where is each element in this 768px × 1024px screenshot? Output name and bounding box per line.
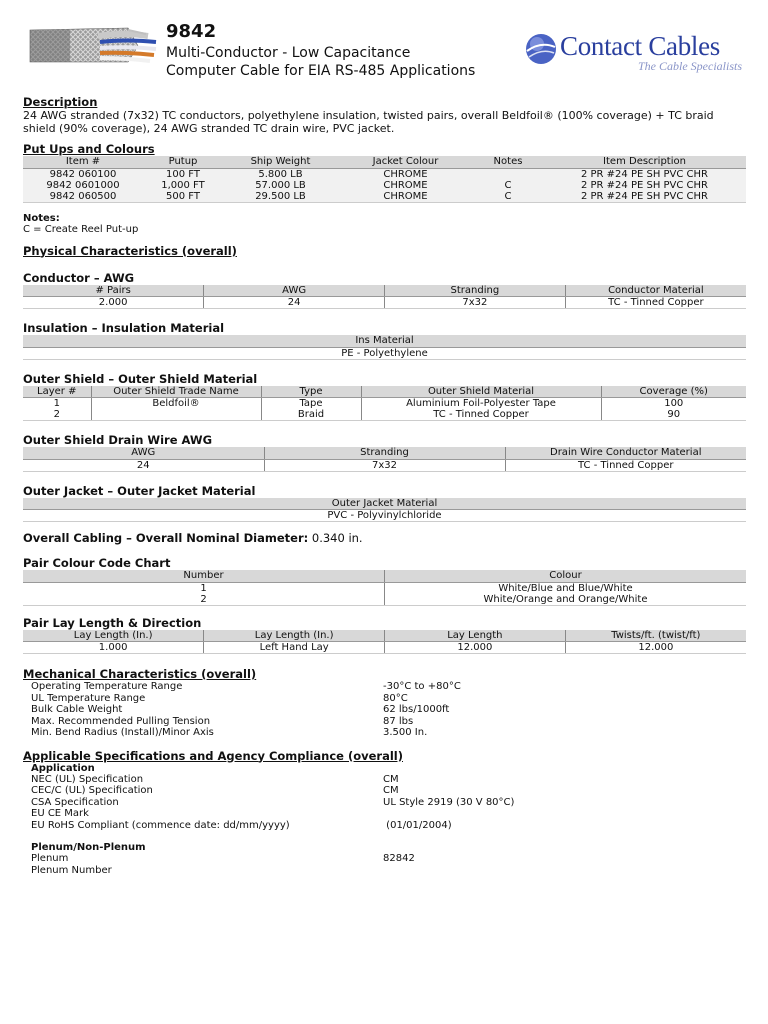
table-cell: 100 FT [143,168,223,180]
table-cell: Tape [261,398,361,410]
product-subtitle-line1: Multi-Conductor - Low Capacitance [166,45,411,61]
table-cell: CHROME [338,191,473,203]
table-cell: 500 FT [143,191,223,203]
conductor-header: Stranding [385,285,566,297]
spec-key: Operating Temperature Range [31,681,183,692]
putups-header: Item # [23,156,143,168]
table-cell: 29.500 LB [223,191,338,203]
table-row [23,808,746,820]
table-cell: 1 [53,398,60,409]
table-cell: 9842 0601000 [23,180,143,191]
table-cell: 5.800 LB [223,168,338,180]
table-row [23,594,746,606]
table-cell: White/Blue and Blue/White [385,582,747,594]
overall-cabling-value: 0.340 in. [311,531,363,545]
table-row [23,582,746,594]
conductor-header: AWG [204,285,385,297]
putups-title: Put Ups and Colours [23,142,155,156]
notes-title: Notes: [23,212,60,224]
table-cell: 24 [23,459,264,471]
drain-wire-table [23,447,746,472]
insulation-title: Insulation – Insulation Material [23,321,225,335]
outer-shield-header: Type [261,386,361,398]
table-cell: 9842 060500 [23,191,143,203]
spec-key: CEC/C (UL) Specification [31,785,153,796]
drain-wire-header: AWG [23,447,264,459]
table-cell: 57.000 LB [223,180,338,191]
table-cell: 1.000 [23,642,204,654]
putups-header: Item Description [543,156,746,168]
table-row [23,774,746,786]
table-cell: 2 PR #24 PE SH PVC CHR [543,191,746,203]
table-row [23,510,746,522]
conductor-title: Conductor – AWG [23,270,135,285]
table-row [23,797,746,809]
spec-value: UL Style 2919 (30 V 80°C) [383,796,515,808]
table-row [23,168,746,180]
pair-lay-title: Pair Lay Length & Direction [23,615,202,630]
plenum-table [23,853,746,876]
pair-lay-header: Twists/ft. (twist/ft) [565,630,746,642]
table-cell: Left Hand Lay [204,642,385,654]
description-text: 24 AWG stranded (7x32) TC conductors, polyethylene insulation, twisted pairs, overall Beldfoil® (100% coverage) + TC braid shield (90% coverage), 24 AWG stranded TC drain wire, PVC jacket. [23,109,714,135]
spec-value: 82842 [383,853,415,864]
table-cell: 2 PR #24 PE SH PVC CHR [543,180,746,191]
outer-shield-table [23,386,746,422]
table-row [23,297,746,309]
table-row [23,785,746,797]
table-row [23,820,746,832]
table-row [23,865,746,877]
spec-key: NEC (UL) Specification [31,773,144,785]
table-cell: PVC - Polyvinylchloride [23,510,746,522]
spec-key: Max. Recommended Pulling Tension [31,715,211,727]
table-cell: 7x32 [264,459,505,471]
spec-key: Bulk Cable Weight [31,704,123,715]
spec-key: UL Temperature Range [31,692,146,704]
insulation-header: Ins Material [23,335,746,347]
outer-shield-header: Outer Shield Material [361,386,601,398]
drain-wire-header: Drain Wire Conductor Material [505,447,746,459]
spec-key: CSA Specification [31,796,119,808]
conductor-header: # Pairs [23,285,204,297]
spec-value: CM [383,773,399,785]
table-row [23,727,746,739]
table-row [23,409,746,421]
mechanical-table [23,681,746,739]
spec-value: (01/01/2004) [383,819,452,831]
outer-shield-header: Coverage (%) [601,386,746,398]
spec-key: EU RoHS Compliant (commence date: dd/mm/yyyy) [31,819,290,831]
pair-colour-header: Number [23,570,385,582]
physical-title: Physical Characteristics (overall) [23,243,237,258]
spec-value [383,808,746,820]
cable-image [28,22,160,68]
table-row [23,459,746,471]
table-cell: Beldfoil® [91,398,261,410]
table-cell: TC - Tinned Copper [361,409,601,421]
outer-shield-header: Outer Shield Trade Name [91,386,261,398]
description-title: Description [23,95,98,109]
table-cell: 2 [23,594,385,606]
table-row [23,191,746,203]
insulation-table [23,335,746,360]
pair-colour-header: Colour [385,570,747,582]
outer-jacket-table [23,498,746,523]
spec-value: CM [383,785,399,796]
putups-header: Putup [143,156,223,168]
conductor-table [23,285,746,310]
table-cell: 2 PR #24 PE SH PVC CHR [543,168,746,180]
table-cell: White/Orange and Orange/White [385,594,747,606]
table-cell: C [473,191,543,203]
table-cell: 12.000 [385,642,566,654]
table-row [23,853,746,865]
table-cell: CHROME [338,180,473,191]
table-cell: TC - Tinned Copper [565,297,746,309]
logo-name: Contact Cables [560,31,721,61]
header [0,0,768,92]
pair-lay-header: Lay Length [385,630,566,642]
drain-wire-header: Stranding [264,447,505,459]
company-logo [522,30,746,76]
table-row [23,642,746,654]
spec-key: Plenum [31,853,69,864]
conductor-header: Conductor Material [565,285,746,297]
pair-colour-title: Pair Colour Code Chart [23,556,171,570]
table-cell: 1 [200,582,207,594]
notes-text: C = Create Reel Put-up [23,223,139,235]
table-cell: C [473,180,543,191]
product-subtitle-line2: Computer Cable for EIA RS-485 Applications [166,63,476,79]
table-row [23,681,746,693]
table-row [23,704,746,716]
table-cell: 1,000 FT [143,180,223,191]
outer-jacket-title: Outer Jacket – Outer Jacket Material [23,483,256,498]
globe-icon [524,32,558,66]
table-cell [91,409,261,421]
table-cell: PE - Polyethylene [23,347,746,359]
pair-lay-header: Lay Length (In.) [23,630,204,642]
spec-value: 87 lbs [383,715,414,727]
spec-key: EU CE Mark [31,808,89,819]
spec-value: 80°C [383,692,408,704]
table-cell: TC - Tinned Copper [505,459,746,471]
table-cell [473,168,543,180]
table-row [23,347,746,359]
table-row [23,398,746,410]
spec-value: 3.500 In. [383,727,428,738]
datasheet-content [23,96,746,876]
table-cell: 7x32 [385,297,566,309]
pair-lay-table [23,630,746,655]
plenum-title: Plenum/Non-Plenum [31,842,146,853]
putups-header: Notes [473,156,543,168]
application-title: Application [31,762,95,774]
outer-shield-header: Layer # [23,386,91,398]
putups-header: Ship Weight [223,156,338,168]
spec-key: Plenum Number [31,864,112,876]
putups-header: Jacket Colour [338,156,473,168]
spec-value: 62 lbs/1000ft [383,704,450,715]
spec-value [383,865,746,877]
spec-key: Min. Bend Radius (Install)/Minor Axis [31,727,214,738]
logo-tagline: The Cable Specialists [638,59,742,73]
part-number: 9842 [166,21,217,42]
table-row [23,180,746,191]
table-cell: 12.000 [565,642,746,654]
table-cell: 100 [601,398,746,410]
table-cell: CHROME [338,168,473,180]
mechanical-title: Mechanical Characteristics (overall) [23,667,257,681]
overall-cabling [23,531,746,545]
overall-cabling-label: Overall Cabling – Overall Nominal Diameter: [23,531,309,545]
table-cell: 9842 060100 [23,168,143,180]
table-cell: 90 [601,409,746,421]
putups-table [23,156,746,203]
drain-wire-title: Outer Shield Drain Wire AWG [23,433,213,447]
pair-lay-header: Lay Length (In.) [204,630,385,642]
outer-shield-title: Outer Shield – Outer Shield Material [23,371,258,386]
table-cell: Braid [261,409,361,421]
table-cell: Aluminium Foil-Polyester Tape [361,398,601,410]
table-row [23,693,746,705]
spec-value: -30°C to +80°C [383,681,461,692]
table-cell: 24 [204,297,385,309]
table-row [23,716,746,728]
application-table [23,774,746,832]
specs-title: Applicable Specifications and Agency Compliance (overall) [23,748,403,763]
table-cell: 2.000 [23,297,204,309]
table-cell: 2 [23,409,91,421]
pair-colour-table [23,570,746,606]
outer-jacket-header: Outer Jacket Material [23,498,746,510]
